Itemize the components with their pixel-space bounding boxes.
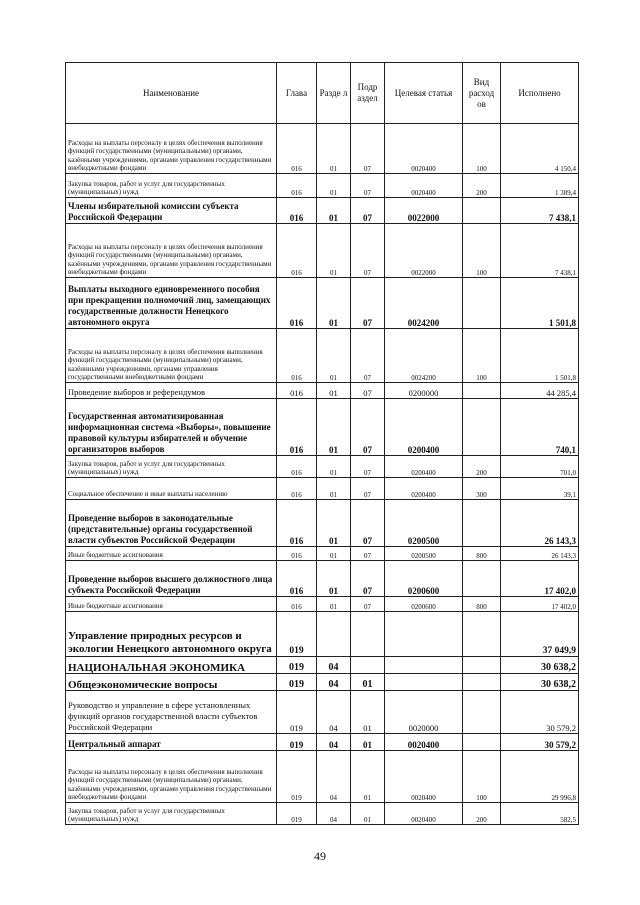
row-expense-type — [463, 734, 501, 751]
row-target — [385, 674, 463, 691]
row-target: 0020400 — [385, 803, 463, 825]
row-target: 0022000 — [385, 224, 463, 278]
row-executed: 701,0 — [501, 456, 579, 478]
table-row — [66, 657, 579, 674]
row-glava: 016 — [277, 500, 317, 547]
row-target: 0200600 — [385, 597, 463, 612]
row-expense-type — [463, 399, 501, 456]
row-glava: 016 — [277, 478, 317, 500]
row-name: Закупка товаров, работ и услуг для государственных (муниципальных) нужд — [66, 174, 277, 198]
table-row — [66, 734, 579, 751]
row-expense-type — [463, 383, 501, 399]
row-executed: 17 402,0 — [501, 561, 579, 597]
row-podrazdel: 07 — [351, 174, 385, 198]
row-razdel: 04 — [317, 803, 351, 825]
row-executed: 4 150,4 — [501, 124, 579, 174]
row-podrazdel: 07 — [351, 224, 385, 278]
row-expense-type — [463, 561, 501, 597]
row-razdel: 04 — [317, 751, 351, 803]
row-podrazdel: 07 — [351, 399, 385, 456]
row-target: 0020400 — [385, 174, 463, 198]
row-razdel: 04 — [317, 674, 351, 691]
row-name: Расходы на выплаты персоналу в целях обеспечения выполнения функций государственными (муниципальными) органами, казёнными учреждениями, органами управления государственными внебюджетными фондами — [66, 224, 277, 278]
row-glava: 016 — [277, 597, 317, 612]
row-expense-type: 200 — [463, 803, 501, 825]
header-glava: Глава — [277, 63, 317, 124]
row-razdel: 01 — [317, 383, 351, 399]
row-target: 0020400 — [385, 751, 463, 803]
row-podrazdel: 07 — [351, 198, 385, 224]
table-row — [66, 329, 579, 383]
row-expense-type: 100 — [463, 224, 501, 278]
row-target: 0200600 — [385, 561, 463, 597]
row-glava: 016 — [277, 383, 317, 399]
table-row — [66, 751, 579, 803]
table-row — [66, 174, 579, 198]
row-expense-type: 200 — [463, 174, 501, 198]
row-target: 0200400 — [385, 456, 463, 478]
row-podrazdel: 07 — [351, 278, 385, 329]
row-razdel: 01 — [317, 456, 351, 478]
row-podrazdel: 01 — [351, 803, 385, 825]
row-target: 0024200 — [385, 278, 463, 329]
row-podrazdel: 07 — [351, 383, 385, 399]
row-executed: 7 438,1 — [501, 224, 579, 278]
row-name: Расходы на выплаты персоналу в целях обеспечения выполнения функций государственными (муниципальными) органами, казёнными учреждениями, органами управления государственными внебюджетными фондами — [66, 124, 277, 174]
row-expense-type — [463, 612, 501, 657]
row-executed: 1 501,8 — [501, 329, 579, 383]
row-executed: 740,1 — [501, 399, 579, 456]
row-podrazdel — [351, 657, 385, 674]
row-podrazdel: 07 — [351, 597, 385, 612]
row-target — [385, 657, 463, 674]
table-row — [66, 399, 579, 456]
row-name: Проведение выборов высшего должностного лица субъекта Российской Федерации — [66, 561, 277, 597]
row-name: Закупка товаров, работ и услуг для государственных (муниципальных) нужд — [66, 456, 277, 478]
row-target — [385, 612, 463, 657]
table-row — [66, 198, 579, 224]
table-row — [66, 500, 579, 547]
row-name: Расходы на выплаты персоналу в целях обеспечения выполнения функций государственными (муниципальными) органами, казённными учреждениями, органами управления государственными внебюджетными фондами — [66, 329, 277, 383]
table-row — [66, 278, 579, 329]
row-glava: 016 — [277, 174, 317, 198]
row-executed: 26 143,3 — [501, 500, 579, 547]
row-razdel: 01 — [317, 278, 351, 329]
row-glava: 019 — [277, 751, 317, 803]
row-podrazdel: 07 — [351, 478, 385, 500]
row-razdel: 01 — [317, 561, 351, 597]
row-name: Иные бюджетные ассигнования — [66, 547, 277, 561]
row-target: 0020400 — [385, 124, 463, 174]
row-glava: 019 — [277, 612, 317, 657]
row-razdel: 01 — [317, 198, 351, 224]
row-target: 0020000 — [385, 691, 463, 734]
row-executed: 30 638,2 — [501, 674, 579, 691]
row-target: 0200500 — [385, 500, 463, 547]
row-executed: 1 501,8 — [501, 278, 579, 329]
row-razdel: 04 — [317, 734, 351, 751]
table-row — [66, 597, 579, 612]
row-podrazdel: 07 — [351, 547, 385, 561]
row-razdel: 04 — [317, 691, 351, 734]
row-glava: 016 — [277, 329, 317, 383]
row-expense-type: 200 — [463, 456, 501, 478]
row-target: 0024200 — [385, 329, 463, 383]
row-name: Общеэкономические вопросы — [66, 674, 277, 691]
row-expense-type: 100 — [463, 329, 501, 383]
row-expense-type — [463, 278, 501, 329]
row-executed: 30 638,2 — [501, 657, 579, 674]
row-podrazdel: 01 — [351, 674, 385, 691]
table-header-row — [66, 63, 579, 124]
table-row — [66, 561, 579, 597]
table-row — [66, 478, 579, 500]
row-target: 0200400 — [385, 399, 463, 456]
row-glava: 016 — [277, 456, 317, 478]
row-glava: 019 — [277, 657, 317, 674]
row-expense-type — [463, 657, 501, 674]
row-podrazdel: 07 — [351, 329, 385, 383]
row-podrazdel: 01 — [351, 691, 385, 734]
row-name: Закупка товаров, работ и услуг для государственных (муниципальных) нужд — [66, 803, 277, 825]
row-name: Центральный аппарат — [66, 734, 277, 751]
row-podrazdel: 01 — [351, 751, 385, 803]
row-razdel: 01 — [317, 224, 351, 278]
row-glava: 016 — [277, 278, 317, 329]
row-razdel: 01 — [317, 124, 351, 174]
table-row — [66, 803, 579, 825]
row-podrazdel: 07 — [351, 500, 385, 547]
row-name: Управление природных ресурсов и экологии Ненецкого автономного округа — [66, 612, 277, 657]
row-executed: 44 285,4 — [501, 383, 579, 399]
row-razdel: 04 — [317, 657, 351, 674]
row-glava: 019 — [277, 734, 317, 751]
row-executed: 7 438,1 — [501, 198, 579, 224]
row-razdel: 01 — [317, 597, 351, 612]
table-row — [66, 691, 579, 734]
table-row — [66, 224, 579, 278]
header-razdel: Разде л — [317, 63, 351, 124]
row-executed: 1 389,4 — [501, 174, 579, 198]
row-razdel: 01 — [317, 329, 351, 383]
row-target: 0200400 — [385, 478, 463, 500]
row-executed: 37 049,9 — [501, 612, 579, 657]
row-glava: 019 — [277, 674, 317, 691]
row-podrazdel — [351, 612, 385, 657]
page-number: 49 — [314, 849, 326, 863]
row-target: 0200000 — [385, 383, 463, 399]
row-razdel — [317, 612, 351, 657]
row-expense-type — [463, 674, 501, 691]
row-name: Проведение выборов в законодательные (представительные) органы государственной власти субъектов Российской Федерации — [66, 500, 277, 547]
row-executed: 26 143,3 — [501, 547, 579, 561]
row-name: Проведение выборов и референдумов — [66, 383, 277, 399]
row-target: 0020400 — [385, 734, 463, 751]
header-executed: Исполнено — [501, 63, 579, 124]
row-glava: 016 — [277, 547, 317, 561]
row-razdel: 01 — [317, 174, 351, 198]
header-expense-type: Вид расход ов — [463, 63, 501, 124]
row-expense-type: 100 — [463, 124, 501, 174]
table-row — [66, 674, 579, 691]
row-target: 0200500 — [385, 547, 463, 561]
row-executed: 582,5 — [501, 803, 579, 825]
row-executed: 30 579,2 — [501, 734, 579, 751]
row-expense-type: 300 — [463, 478, 501, 500]
table-row — [66, 383, 579, 399]
row-name: Руководство и управление в сфере установленных функций органов государственной власти субъектов Российской Федерации — [66, 691, 277, 734]
row-name: Государственная автоматизированная информационная система «Выборы», повышение правовой культуры избирателей и обучение организаторов выборов — [66, 399, 277, 456]
row-target: 0022000 — [385, 198, 463, 224]
row-name: Иные бюджетные ассигнования — [66, 597, 277, 612]
row-glava: 016 — [277, 224, 317, 278]
row-glava: 016 — [277, 561, 317, 597]
row-glava: 016 — [277, 399, 317, 456]
row-expense-type: 100 — [463, 751, 501, 803]
row-executed: 29 996,8 — [501, 751, 579, 803]
table-row — [66, 547, 579, 561]
header-target-article: Целевая статья — [385, 63, 463, 124]
row-name: Расходы на выплаты персоналу в целях обеспечения выполнения функций государственными (муниципальными) органами, казёнными учреждениями, органами управления государственными внебюджетными фондами — [66, 751, 277, 803]
row-expense-type — [463, 198, 501, 224]
row-razdel: 01 — [317, 478, 351, 500]
row-executed: 30 579,2 — [501, 691, 579, 734]
budget-table — [65, 62, 579, 825]
table-row — [66, 456, 579, 478]
row-executed: 17 402,0 — [501, 597, 579, 612]
row-glava: 019 — [277, 691, 317, 734]
row-name: Социальное обеспечение и иные выплаты населению — [66, 478, 277, 500]
row-glava: 019 — [277, 803, 317, 825]
row-podrazdel: 07 — [351, 456, 385, 478]
row-executed: 39,1 — [501, 478, 579, 500]
row-expense-type — [463, 500, 501, 547]
row-razdel: 01 — [317, 547, 351, 561]
row-name: Выплаты выходного единовременного пособия при прекращении полномочий лиц, замещающих государственные должности Ненецкого автономного округа — [66, 278, 277, 329]
row-glava: 016 — [277, 124, 317, 174]
row-glava: 016 — [277, 198, 317, 224]
header-name: Наименование — [66, 63, 277, 124]
table-row — [66, 612, 579, 657]
row-expense-type: 800 — [463, 597, 501, 612]
table-row — [66, 124, 579, 174]
row-razdel: 01 — [317, 500, 351, 547]
header-podrazdel: Подр аздел — [351, 63, 385, 124]
row-expense-type: 800 — [463, 547, 501, 561]
row-podrazdel: 07 — [351, 124, 385, 174]
row-name: НАЦИОНАЛЬНАЯ ЭКОНОМИКА — [66, 657, 277, 674]
row-podrazdel: 01 — [351, 734, 385, 751]
row-expense-type — [463, 691, 501, 734]
row-podrazdel: 07 — [351, 561, 385, 597]
row-razdel: 01 — [317, 399, 351, 456]
row-name: Члены избирательной комиссии субъекта Российской Федерации — [66, 198, 277, 224]
